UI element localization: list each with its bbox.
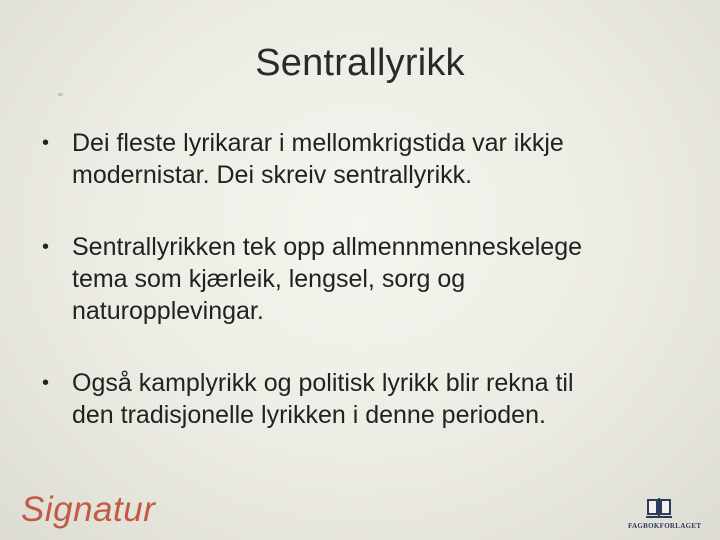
bullet-line: Dei fleste lyrikarar i mellomkrigstida var ikkje [72, 129, 564, 157]
bullet-list [40, 127, 690, 431]
bullet-item [40, 127, 690, 191]
bullet-item [40, 367, 690, 431]
book-icon [646, 497, 672, 519]
bullet-line: Også kamplyrikk og politisk lyrikk blir rekna til [72, 369, 574, 397]
bullet-marker: • [42, 132, 50, 154]
publisher-logo [628, 497, 702, 530]
bullet-item [40, 231, 690, 327]
bullet-line: den tradisjonelle lyrikken i denne perioden. [72, 401, 546, 429]
bullet-marker: • [42, 236, 50, 258]
publisher-name: FAGBOKFORLAGET [628, 522, 702, 530]
bullet-line: naturopplevingar. [72, 297, 264, 325]
signatur-logo: Signatur [21, 490, 156, 529]
bullet-marker: • [42, 372, 50, 394]
bullet-line: modernistar. Dei skreiv sentrallyrikk. [72, 161, 473, 189]
bullet-line: tema som kjærleik, lengsel, sorg og [72, 265, 466, 293]
background-speck [58, 93, 63, 96]
bullet-line: Sentrallyrikken tek opp allmennmenneskelege [72, 233, 583, 261]
slide-title: Sentrallyrikk [255, 42, 465, 84]
